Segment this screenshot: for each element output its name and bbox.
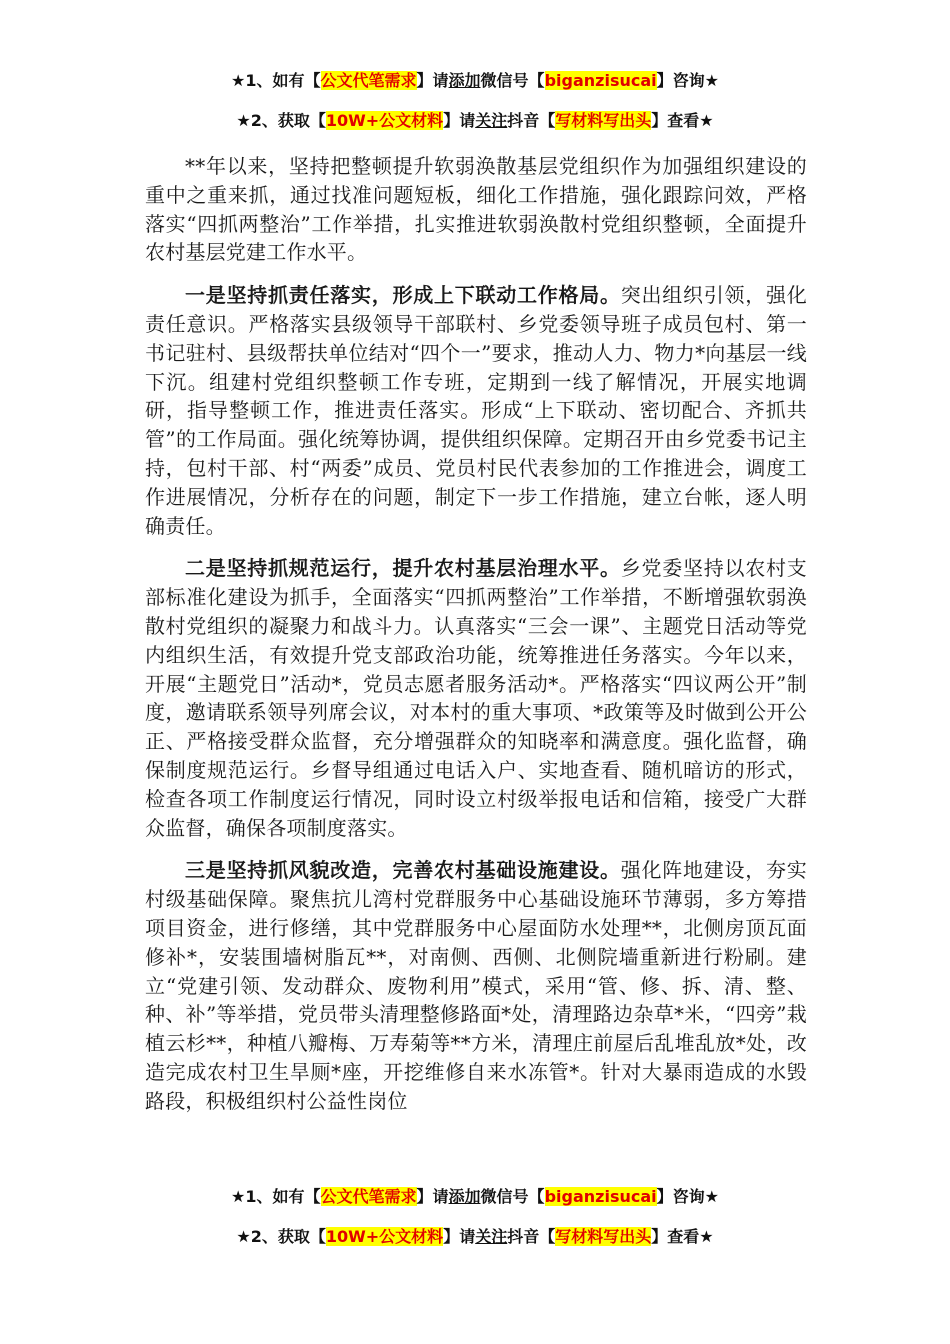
highlight-materials: 10W+公文材料 (325, 111, 444, 130)
paragraph-2: 二是坚持抓规范运行，提升农村基层治理水平。乡党委坚持以农村支部标准化建设为抓手，全面落实“四抓两整治”工作举措，不断增强软弱涣散村党组织的凝聚力和战斗力。认真落实“三会一课”、主题党日活动等党内组织生活，有效提升党支部政治功能，统筹推进任务落实。今年以来，开展“主题党日”活动*，党员志愿者服务活动*。严格落实“四议两公开”制度，邀请联系领导列席会议，对本村的重大事项、*政策等及时做到公开公正、严格接受群众监督，充分增强群众的知晓率和满意度。强化监督，确保制度规范运行。乡督导组通过电话入户、实地查看、随机暗访的形式，检查各项工作制度运行情况，同时设立村级举报电话和信箱，接受广大群众监督，确保各项制度落实。 (145, 556, 807, 840)
highlight-service: 公文代笔需求 (320, 1187, 417, 1206)
underlined-follow: 关注 (475, 111, 508, 130)
highlight-douyin-id: 写材料写出头 (555, 111, 652, 130)
star-icon: ★ (231, 71, 246, 90)
paragraph-heading: 三是坚持抓风貌改造，完善农村基础设施建设。 (185, 858, 621, 883)
star-icon: ★ (699, 1227, 714, 1246)
highlight-service: 公文代笔需求 (320, 71, 417, 90)
star-icon: ★ (704, 1187, 719, 1206)
highlight-wechat-id: biganzisucai (544, 1187, 657, 1206)
star-icon: ★ (699, 111, 714, 130)
banner-top-line-1: ★1、如有【公文代笔需求】请添加微信号【biganzisucai】咨询★ (231, 71, 719, 90)
paragraph-heading: 一是坚持抓责任落实，形成上下联动工作格局。 (185, 283, 621, 308)
paragraph-3: 三是坚持抓风貌改造，完善农村基础设施建设。强化阵地建设，夯实村级基础保障。聚焦抗儿湾村党群服务中心基础设施环节薄弱，多方筹措项目资金，进行修缮，其中党群服务中心屋面防水处理**，北侧房顶瓦面修补*，安装围墙树脂瓦**，对南侧、西侧、北侧院墙重新进行粉刷。建立“党建引领、发动群众、废物利用”模式，采用“管、修、拆、清、整、种、补”等举措，党员带头清理整修路面*处，清理路边杂草*米，“四旁”栽植云杉**，种植八瓣梅、万寿菊等**方米，清理庄前屋后乱堆乱放*处，改造完成农村卫生旱厕*座，开挖维修自来水冻管*。针对大暴雨造成的水毁路段，积极组织村公益性岗位 (145, 858, 807, 1113)
banner-bottom-line-1: ★1、如有【公文代笔需求】请添加微信号【biganzisucai】咨询★ (231, 1187, 719, 1206)
paragraph-heading: 二是坚持抓规范运行，提升农村基层治理水平。 (185, 556, 621, 581)
star-icon: ★ (231, 1187, 246, 1206)
banner-top-line-2: ★2、获取【10W+公文材料】请关注抖音【写材料写出头】查看★ (236, 111, 714, 130)
paragraph-1: 一是坚持抓责任落实，形成上下联动工作格局。突出组织引领，强化责任意识。严格落实县级领导干部联村、乡党委领导班子成员包村、第一书记驻村、县级帮扶单位结对“四个一”要求，推动人力、物力*向基层一线下沉。组建村党组织整顿工作专班，定期到一线了解情况，开展实地调研，指导整顿工作，推进责任落实。形成“上下联动、密切配合、齐抓共管”的工作局面。强化统筹协调，提供组织保障。定期召开由乡党委书记主持，包村干部、村“两委”成员、党员村民代表参加的工作推进会，调度工作进展情况，分析存在的问题，制定下一步工作措施，建立台帐，逐人明确责任。 (145, 283, 807, 538)
highlight-wechat-id: biganzisucai (544, 71, 657, 90)
underlined-add: 添加 (448, 71, 481, 90)
banner-bottom-line-2: ★2、获取【10W+公文材料】请关注抖音【写材料写出头】查看★ (236, 1227, 714, 1246)
paragraph-intro: **年以来，坚持把整顿提升软弱涣散基层党组织作为加强组织建设的重中之重来抓，通过找准问题短板，细化工作措施，强化跟踪问效，严格落实“四抓两整治”工作举措，扎实推进软弱涣散村党组织整顿，全面提升农村基层党建工作水平。 (145, 154, 807, 265)
underlined-add: 添加 (448, 1187, 481, 1206)
highlight-douyin-id: 写材料写出头 (555, 1227, 652, 1246)
highlight-materials: 10W+公文材料 (325, 1227, 444, 1246)
underlined-follow: 关注 (475, 1227, 508, 1246)
star-icon: ★ (236, 111, 251, 130)
star-icon: ★ (236, 1227, 251, 1246)
document-body (145, 152, 807, 1130)
star-icon: ★ (704, 71, 719, 90)
